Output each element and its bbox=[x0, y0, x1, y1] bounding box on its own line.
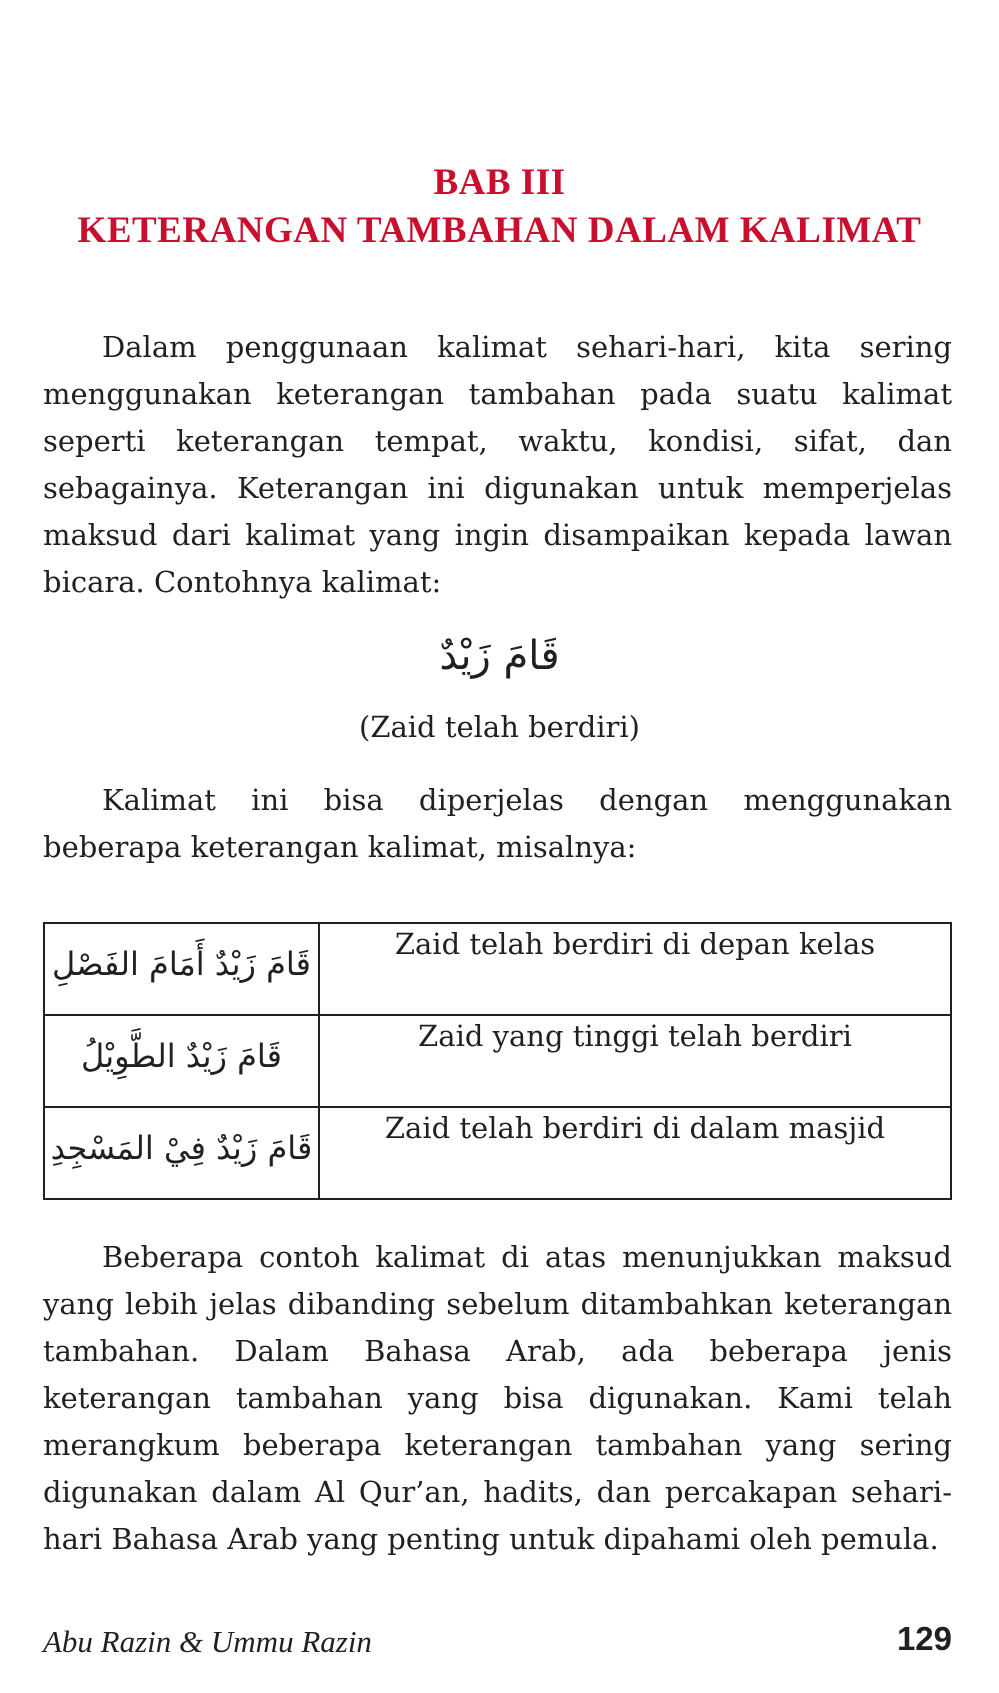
paragraph-line: tambahan. Dalam Bahasa Arab, ada beberapa jenis bbox=[43, 1334, 952, 1368]
paragraph-line: Dalam penggunaan kalimat sehari-hari, kita sering bbox=[102, 330, 952, 364]
paragraph-line: menggunakan keterangan tambahan pada suatu kalimat bbox=[43, 377, 952, 411]
paragraph-line: seperti keterangan tempat, waktu, kondisi, sifat, dan bbox=[43, 424, 952, 458]
chapter-title: KETERANGAN TAMBAHAN DALAM KALIMAT bbox=[77, 210, 922, 251]
meaning-cell: Zaid telah berdiri di dalam masjid bbox=[319, 1107, 951, 1199]
paragraph-line: digunakan dalam Al Qur’an, hadits, dan percakapan sehari- bbox=[43, 1475, 952, 1509]
paragraph-line: keterangan tambahan yang bisa digunakan. Kami telah bbox=[43, 1381, 952, 1415]
page-number: 129 bbox=[896, 1620, 952, 1657]
meaning-cell: Zaid telah berdiri di depan kelas bbox=[319, 923, 951, 1015]
example-translation: (Zaid telah berdiri) bbox=[359, 710, 640, 744]
example-arabic-sentence: قَامَ زَيْدٌ bbox=[439, 633, 560, 679]
paragraph-line: hari Bahasa Arab yang penting untuk dipahami oleh pemula. bbox=[43, 1522, 939, 1556]
examples-table bbox=[43, 922, 952, 1200]
table-row bbox=[44, 923, 951, 1015]
meaning-cell: Zaid yang tinggi telah berdiri bbox=[319, 1015, 951, 1107]
chapter-number: BAB III bbox=[433, 162, 566, 203]
paragraph-line: yang lebih jelas dibanding sebelum ditambahkan keterangan bbox=[43, 1287, 952, 1321]
table-row bbox=[44, 1015, 951, 1107]
closing-paragraph bbox=[43, 1234, 952, 1563]
paragraph-line: Kalimat ini bisa diperjelas dengan menggunakan bbox=[102, 783, 952, 817]
paragraph-line: maksud dari kalimat yang ingin disampaikan kepada lawan bbox=[43, 518, 952, 552]
arabic-cell: قَامَ زَيْدٌ أَمَامَ الفَصْلِ bbox=[44, 923, 319, 1015]
footer-author: Abu Razin & Ummu Razin bbox=[43, 1624, 372, 1659]
intro-paragraph bbox=[43, 324, 952, 606]
arabic-cell: قَامَ زَيْدٌ الطَّوِيْلُ bbox=[44, 1015, 319, 1107]
table-row bbox=[44, 1107, 951, 1199]
second-paragraph bbox=[43, 777, 952, 871]
paragraph-line: Beberapa contoh kalimat di atas menunjukkan maksud bbox=[102, 1240, 952, 1274]
paragraph-line: merangkum beberapa keterangan tambahan yang sering bbox=[43, 1428, 952, 1462]
paragraph-line: sebagainya. Keterangan ini digunakan untuk memperjelas bbox=[43, 471, 952, 505]
arabic-cell: قَامَ زَيْدٌ فِيْ المَسْجِدِ bbox=[44, 1107, 319, 1199]
paragraph-line: bicara. Contohnya kalimat: bbox=[43, 565, 442, 599]
paragraph-line: beberapa keterangan kalimat, misalnya: bbox=[43, 830, 637, 864]
